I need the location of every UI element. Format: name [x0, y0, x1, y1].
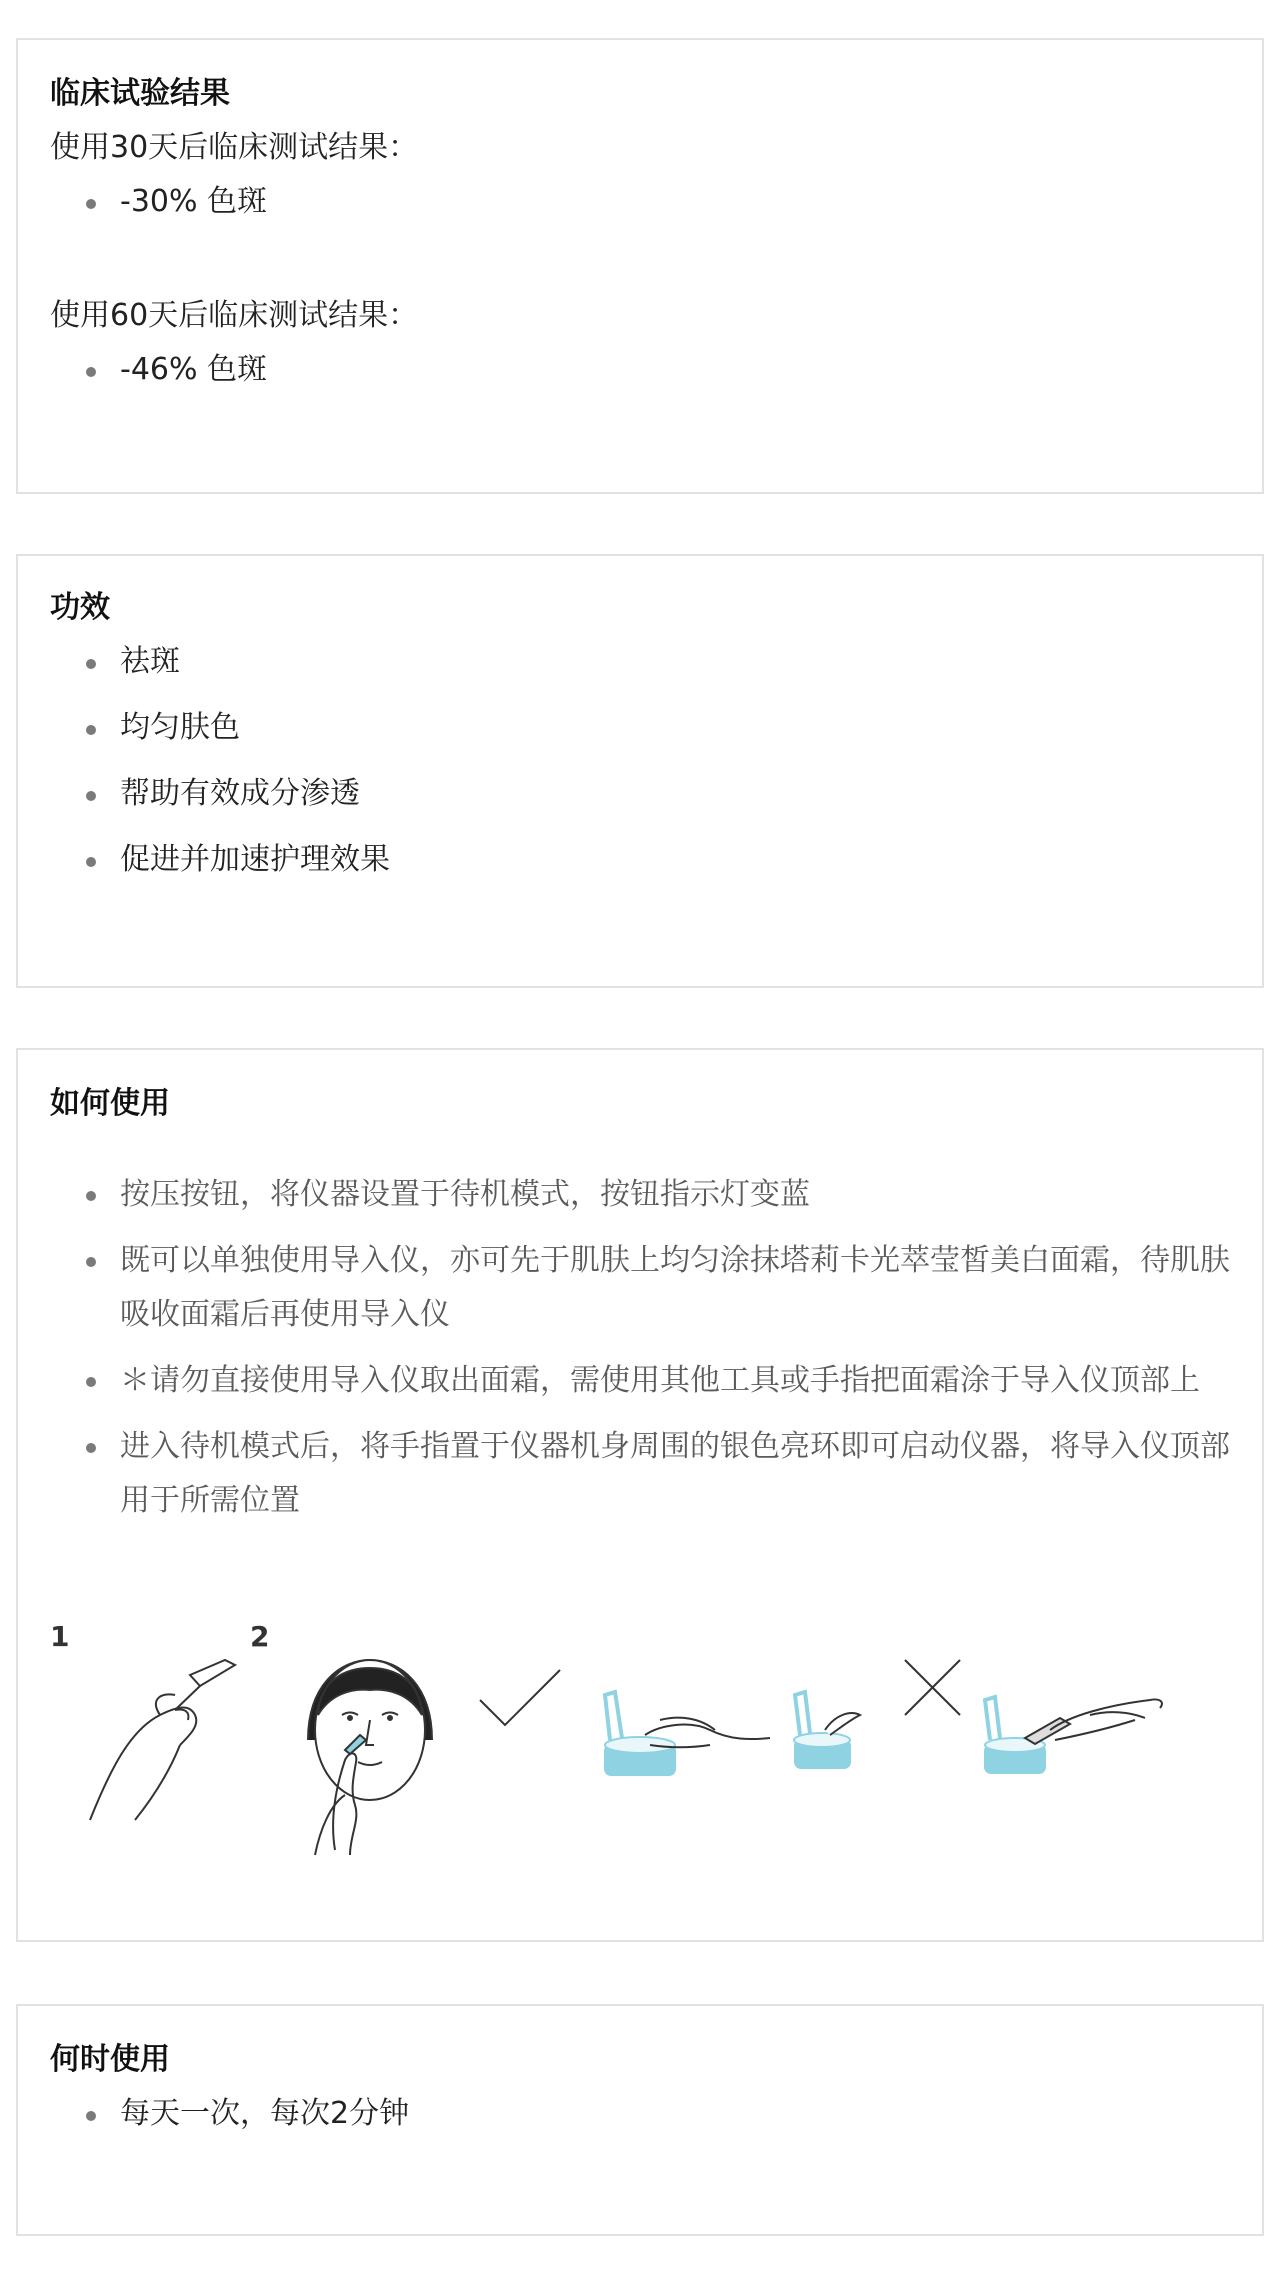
finger-in-jar-icon [605, 1692, 770, 1775]
clinical-results-title: 临床试验结果 [50, 76, 230, 111]
step-number-1: 1 [50, 1620, 70, 1653]
list-item: 祛斑 [50, 642, 1230, 682]
list-item: -30% 色斑 [50, 182, 1230, 222]
how-to-use-list [50, 1168, 1230, 1540]
efficacy-list [50, 642, 1230, 880]
list-item: 促进并加速护理效果 [50, 840, 1230, 880]
list-item: 每天一次，每次2分钟 [50, 2094, 1230, 2134]
clinical-60-intro: 使用60天后临床测试结果： [50, 298, 419, 333]
list-item: 既可以单独使用导入仪，亦可先于肌肤上均匀涂抹塔莉卡光萃莹皙美白面霜，待肌肤吸收面霜后再使用导入仪 [50, 1234, 1230, 1342]
how-to-use-card [16, 1048, 1264, 1942]
list-item: 进入待机模式后，将手指置于仪器机身周围的银色亮环即可启动仪器，将导入仪顶部用于所需位置 [50, 1420, 1230, 1528]
step-number-2: 2 [250, 1620, 270, 1653]
how-to-use-title: 如何使用 [50, 1086, 170, 1121]
usage-illustration-svg [50, 1620, 1250, 1880]
checkmark-icon [480, 1670, 560, 1725]
clinical-30-list [50, 182, 1230, 222]
list-item: 帮助有效成分渗透 [50, 774, 1230, 814]
clinical-30-intro: 使用30天后临床测试结果： [50, 130, 419, 165]
device-in-jar-icon [985, 1697, 1162, 1773]
cross-icon [905, 1660, 960, 1715]
list-item: 按压按钮，将仪器设置于待机模式，按钮指示灯变蓝 [50, 1168, 1230, 1222]
face-with-device-icon [308, 1660, 432, 1855]
list-item: -46% 色斑 [50, 350, 1230, 390]
when-to-use-list [50, 2094, 1230, 2134]
list-item: 均匀肤色 [50, 708, 1230, 748]
list-item: ＊请勿直接使用导入仪取出面霜，需使用其他工具或手指把面霜涂于导入仪顶部上 [50, 1354, 1230, 1408]
clinical-60-list [50, 350, 1230, 390]
efficacy-title: 功效 [50, 590, 110, 625]
usage-illustration [50, 1620, 1250, 1880]
when-to-use-title: 何时使用 [50, 2042, 170, 2077]
hand-holding-device-icon [90, 1660, 235, 1820]
when-to-use-card [16, 2004, 1264, 2236]
efficacy-card [16, 554, 1264, 988]
clinical-results-card [16, 38, 1264, 494]
open-jar-icon [794, 1692, 860, 1768]
